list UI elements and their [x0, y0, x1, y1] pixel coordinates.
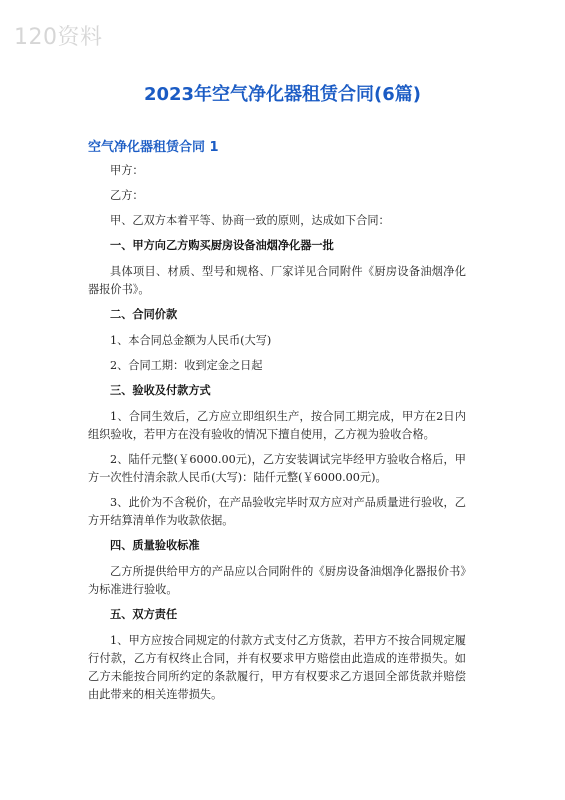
party-a-line: 甲方：	[110, 164, 144, 177]
preamble-paragraph: 甲、乙双方本着平等、协商一致的原则，达成如下合同：	[110, 214, 390, 227]
clause-5-item-1: 1、甲方应按合同规定的付款方式支付乙方货款，若甲方不按合同规定履行付款，乙方有权终止合同，并有权要求甲方赔偿由此造成的连带损失。如乙方未能按合同所约定的条款履行，甲方有权要求乙方退回全部货款并赔偿由此带来的相关连带损失。	[88, 634, 466, 701]
clause-3-item-3: 3、此价为不含税价，在产品验收完毕时双方应对产品质量进行验收，乙方开结算清单作为收款依据。	[88, 496, 466, 527]
document-body	[88, 162, 466, 711]
party-b-line: 乙方：	[110, 189, 144, 202]
clause-3-item-2: 2、陆仟元整(￥6000.00元)，乙方安装调试完毕经甲方验收合格后，甲方一次性付清余款人民币(大写)：陆仟元整(￥6000.00元)。	[88, 453, 466, 484]
clause-heading-4: 四、质量验收标准	[110, 539, 200, 552]
clause-heading-1: 一、甲方向乙方购买厨房设备油烟净化器一批	[110, 239, 334, 252]
section-title: 空气净化器租赁合同 1	[88, 140, 219, 155]
clause-2-item-2: 2、合同工期：收到定金之日起	[110, 359, 263, 372]
clause-heading-5: 五、双方责任	[110, 608, 178, 621]
clause-3-item-1: 1、合同生效后，乙方应立即组织生产，按合同工期完成，甲方在2日内组织验收，若甲方在没有验收的情况下擅自使用，乙方视为验收合格。	[88, 410, 466, 441]
clause-2-item-1: 1、本合同总金额为人民币(大写)	[110, 334, 272, 347]
document-title: 2023年空气净化器租赁合同(6篇)	[143, 84, 422, 105]
watermark: 120资料	[14, 25, 103, 50]
clause-4-paragraph: 乙方所提供给甲方的产品应以合同附件的《厨房设备油烟净化器报价书》为标准进行验收。	[88, 565, 466, 596]
clause-heading-3: 三、验收及付款方式	[110, 384, 211, 397]
clause-1-paragraph: 具体项目、材质、型号和规格、厂家详见合同附件《厨房设备油烟净化器报价书》。	[88, 265, 466, 296]
clause-heading-2: 二、合同价款	[110, 308, 178, 321]
